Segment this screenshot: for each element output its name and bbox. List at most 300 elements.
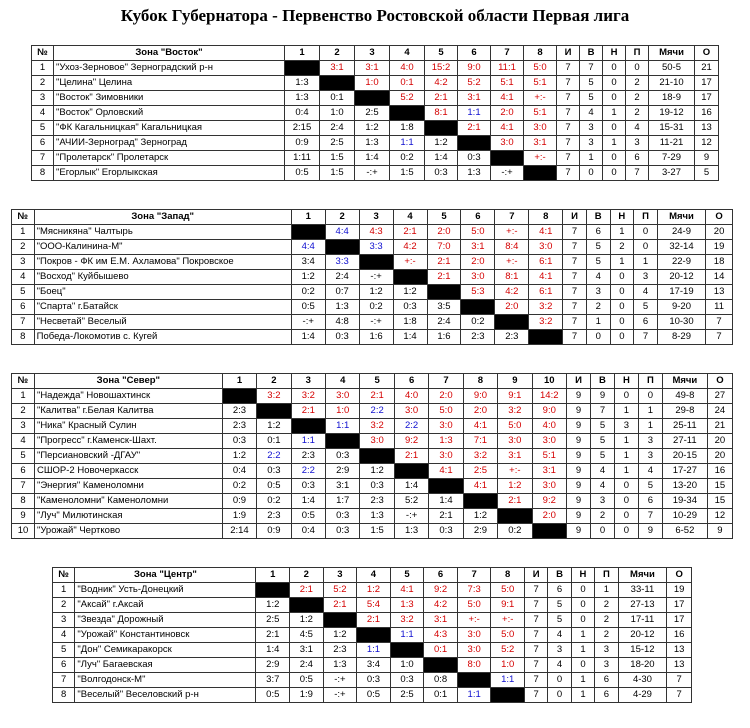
stat-cell: 9: [590, 389, 614, 404]
column-header: 6: [461, 210, 495, 225]
team-name: Победа-Локомотив с. Кугей: [34, 330, 291, 345]
stat-cell: 20: [707, 434, 732, 449]
stat-cell: 9: [707, 524, 732, 539]
match-score: 0:5: [291, 509, 325, 524]
match-score: 2:1: [458, 121, 491, 136]
table-row: [12, 330, 733, 345]
table-row: [53, 628, 692, 643]
column-header: П: [634, 210, 658, 225]
match-score: 2:5: [390, 688, 424, 703]
team-name: "Надежда" Новошахтинск: [34, 389, 222, 404]
match-score: 4:0: [532, 419, 566, 434]
match-score: 3:1: [461, 240, 495, 255]
header-row: [53, 568, 692, 583]
team-name: "Восход" Куйбышево: [34, 270, 291, 285]
column-header: Мячи: [662, 374, 707, 389]
match-score: 2:3: [291, 449, 325, 464]
stat-cell: 1: [603, 136, 626, 151]
rank-cell: 3: [32, 91, 54, 106]
match-score: 1:2: [359, 285, 393, 300]
zone-vostok-table: [31, 45, 719, 181]
rank-cell: 1: [12, 225, 35, 240]
match-score: 5:1: [524, 76, 557, 91]
stat-cell: 7: [563, 270, 587, 285]
stat-cell: 7: [580, 61, 603, 76]
self-match-cell: [532, 524, 566, 539]
match-score: 5:2: [394, 494, 428, 509]
match-score: 5:0: [491, 628, 525, 643]
table-row: [32, 121, 719, 136]
match-score: 6:1: [529, 285, 563, 300]
stat-cell: 3: [580, 121, 603, 136]
match-score: +:-: [495, 225, 529, 240]
match-score: 1:1: [458, 106, 491, 121]
match-score: 0:3: [429, 524, 463, 539]
rank-cell: 1: [32, 61, 54, 76]
stat-cell: 7: [638, 509, 662, 524]
stat-cell: 3: [595, 643, 618, 658]
stat-cell: 0: [614, 524, 638, 539]
team-name: "Персиановский -ДГАУ": [34, 449, 222, 464]
match-score: +:-: [524, 91, 557, 106]
column-header: 7: [491, 46, 524, 61]
stat-cell: 3-27: [649, 166, 695, 181]
stat-cell: 2: [626, 106, 649, 121]
stat-cell: 9: [566, 419, 590, 434]
column-header: 10: [532, 374, 566, 389]
zone-centr-table: [52, 567, 692, 703]
stat-cell: 0: [626, 61, 649, 76]
match-score: -:+: [491, 166, 524, 181]
match-score: 0:4: [285, 106, 320, 121]
match-score: 0:3: [326, 449, 360, 464]
team-name: "Егорлык" Егорлыкская: [54, 166, 285, 181]
table-row: [32, 106, 719, 121]
match-score: 6:1: [529, 255, 563, 270]
match-score: 5:0: [491, 583, 525, 598]
match-score: 2:1: [357, 613, 391, 628]
column-header: 1: [256, 568, 290, 583]
match-score: 3:0: [532, 479, 566, 494]
self-match-cell: [360, 449, 394, 464]
match-score: 2:3: [222, 419, 256, 434]
stat-cell: 33-11: [618, 583, 667, 598]
stat-cell: 8-29: [657, 330, 705, 345]
match-score: 1:0: [320, 106, 355, 121]
match-score: 1:2: [291, 270, 325, 285]
match-score: 1:2: [498, 479, 532, 494]
stat-cell: 7: [563, 240, 587, 255]
match-score: 8:1: [425, 106, 458, 121]
stat-cell: 19-34: [662, 494, 707, 509]
self-match-cell: [529, 330, 563, 345]
stat-cell: 7: [557, 166, 580, 181]
match-score: 2:4: [427, 315, 461, 330]
match-score: 3:2: [360, 419, 394, 434]
self-match-cell: [524, 166, 557, 181]
stat-cell: 4-29: [618, 688, 667, 703]
stat-cell: 1: [571, 628, 594, 643]
self-match-cell: [429, 479, 463, 494]
page-title: Кубок Губернатора - Первенство Ростовской области Первая лига: [120, 6, 630, 25]
column-header: 3: [291, 374, 325, 389]
stat-cell: 7: [524, 688, 547, 703]
table-row: [12, 240, 733, 255]
column-header: В: [580, 46, 603, 61]
match-score: 0:9: [222, 494, 256, 509]
match-score: 0:1: [424, 643, 458, 658]
stat-cell: 0: [548, 688, 571, 703]
stat-cell: 9: [638, 524, 662, 539]
match-score: 2:1: [394, 449, 428, 464]
match-score: 1:2: [355, 121, 390, 136]
match-score: 8:4: [495, 240, 529, 255]
match-score: 2:2: [360, 404, 394, 419]
stat-cell: 7: [634, 330, 658, 345]
team-name: "Восток" Зимовники: [54, 91, 285, 106]
match-score: 1:3: [325, 300, 359, 315]
match-score: 3:1: [290, 643, 324, 658]
match-score: 9:0: [532, 404, 566, 419]
team-name: "Целина" Целина: [54, 76, 285, 91]
match-score: 5:0: [457, 598, 491, 613]
stat-cell: 0: [590, 524, 614, 539]
match-score: 2:1: [323, 598, 357, 613]
match-score: 3:0: [394, 404, 428, 419]
match-score: 0:3: [360, 479, 394, 494]
table-row: [32, 76, 719, 91]
table-row: [53, 673, 692, 688]
stat-cell: 5: [634, 300, 658, 315]
match-score: 1:2: [256, 598, 290, 613]
match-score: 5:1: [532, 449, 566, 464]
column-header: В: [586, 210, 610, 225]
table-row: [32, 136, 719, 151]
stat-cell: 0: [610, 330, 634, 345]
rank-cell: 6: [12, 464, 35, 479]
column-header: 4: [390, 46, 425, 61]
column-header: П: [638, 374, 662, 389]
match-score: 0:5: [357, 688, 391, 703]
header-row: [12, 210, 733, 225]
stat-cell: 27: [707, 389, 732, 404]
stat-cell: 1: [614, 434, 638, 449]
table-row: [12, 524, 733, 539]
match-score: 1:11: [285, 151, 320, 166]
stat-cell: 0: [614, 509, 638, 524]
match-score: +:-: [457, 613, 491, 628]
match-score: +:-: [524, 151, 557, 166]
stat-cell: 1: [638, 419, 662, 434]
zone-title: Зона "Запад": [34, 210, 291, 225]
table-row: [53, 688, 692, 703]
stat-cell: 14: [706, 270, 733, 285]
rank-cell: 2: [53, 598, 75, 613]
column-header: 7: [457, 568, 491, 583]
team-name: "Несветай" Веселый: [34, 315, 291, 330]
match-score: 0:1: [320, 91, 355, 106]
team-name: "Аксай" г.Аксай: [75, 598, 256, 613]
self-match-cell: [355, 91, 390, 106]
stat-cell: 7: [524, 613, 547, 628]
match-score: 3:5: [427, 300, 461, 315]
stat-cell: 9: [566, 464, 590, 479]
match-score: 2:3: [461, 330, 495, 345]
rank-cell: 6: [32, 136, 54, 151]
header-row: [32, 46, 719, 61]
stat-cell: 13: [667, 658, 692, 673]
stat-cell: 9: [566, 404, 590, 419]
rank-cell: 3: [12, 419, 35, 434]
stat-cell: 20-12: [618, 628, 667, 643]
column-header: 8: [524, 46, 557, 61]
match-score: 1:0: [491, 658, 525, 673]
match-score: 5:0: [498, 419, 532, 434]
self-match-cell: [257, 404, 291, 419]
stat-cell: 7: [557, 61, 580, 76]
stat-cell: 9: [566, 389, 590, 404]
stat-cell: 24: [707, 404, 732, 419]
stat-cell: 0: [614, 479, 638, 494]
match-score: 9:2: [424, 583, 458, 598]
match-score: 3:1: [320, 61, 355, 76]
self-match-cell: [390, 106, 425, 121]
match-score: 5:2: [390, 91, 425, 106]
stat-cell: 15: [707, 494, 732, 509]
rank-cell: 5: [53, 643, 75, 658]
match-score: 1:2: [323, 628, 357, 643]
rank-cell: 9: [12, 509, 35, 524]
stat-cell: 29-8: [662, 404, 707, 419]
match-score: 2:0: [491, 106, 524, 121]
match-score: 1:4: [291, 494, 325, 509]
match-score: 2:1: [393, 225, 427, 240]
match-score: 2:14: [222, 524, 256, 539]
team-name: "Мясникяна" Чалтырь: [34, 225, 291, 240]
match-score: 1:7: [326, 494, 360, 509]
match-score: 2:4: [320, 121, 355, 136]
stat-cell: 9: [566, 494, 590, 509]
match-score: 4:8: [325, 315, 359, 330]
match-score: 1:1: [390, 136, 425, 151]
match-score: 4:1: [390, 583, 424, 598]
match-score: 3:0: [529, 240, 563, 255]
column-header: Мячи: [649, 46, 695, 61]
stat-cell: 2: [595, 598, 618, 613]
match-score: 2:0: [495, 300, 529, 315]
stat-cell: 5: [580, 76, 603, 91]
rank-cell: 6: [53, 658, 75, 673]
match-score: 3:0: [532, 434, 566, 449]
stat-cell: 9: [695, 151, 719, 166]
match-score: 3:0: [429, 449, 463, 464]
match-score: 1:1: [390, 628, 424, 643]
stat-cell: 5: [548, 613, 571, 628]
zone-title: Зона "Восток": [54, 46, 285, 61]
stat-cell: 7: [706, 315, 733, 330]
match-score: 3:2: [529, 300, 563, 315]
table-row: [12, 315, 733, 330]
team-name: "АЧИИ-Зерноград" Зерноград: [54, 136, 285, 151]
self-match-cell: [323, 613, 357, 628]
match-score: 9:0: [458, 61, 491, 76]
match-score: 8:0: [457, 658, 491, 673]
stat-cell: 7: [563, 285, 587, 300]
stat-cell: 6: [586, 225, 610, 240]
match-score: 1:2: [222, 449, 256, 464]
stat-cell: 1: [634, 255, 658, 270]
table-row: [12, 270, 733, 285]
team-name: "Боец": [34, 285, 291, 300]
column-header: В: [548, 568, 571, 583]
self-match-cell: [463, 494, 497, 509]
match-score: 1:4: [429, 494, 463, 509]
stat-cell: 7: [667, 673, 692, 688]
column-header: О: [707, 374, 732, 389]
match-score: 4:1: [429, 464, 463, 479]
match-score: 3:1: [498, 449, 532, 464]
self-match-cell: [359, 255, 393, 270]
rank-cell: 7: [53, 673, 75, 688]
stat-cell: 18: [706, 255, 733, 270]
stat-cell: 50-5: [649, 61, 695, 76]
column-header: И: [524, 568, 547, 583]
team-name: "Урожай" Константиновск: [75, 628, 256, 643]
team-name: "Звезда" Дорожный: [75, 613, 256, 628]
stat-cell: 0: [610, 270, 634, 285]
match-score: 2:2: [257, 449, 291, 464]
rank-cell: 5: [12, 285, 35, 300]
stat-cell: 0: [603, 121, 626, 136]
team-name: "Калитва" г.Белая Калитва: [34, 404, 222, 419]
self-match-cell: [491, 688, 525, 703]
match-score: 4:1: [463, 479, 497, 494]
match-score: 3:0: [461, 270, 495, 285]
rank-cell: 4: [12, 434, 35, 449]
stat-cell: 7: [590, 404, 614, 419]
stat-cell: 17-19: [657, 285, 705, 300]
column-header: 4: [393, 210, 427, 225]
stat-cell: 7: [557, 91, 580, 106]
column-header: 2: [325, 210, 359, 225]
column-header: И: [566, 374, 590, 389]
match-score: 0:3: [326, 524, 360, 539]
stat-cell: 16: [707, 464, 732, 479]
self-match-cell: [290, 598, 324, 613]
table-row: [12, 494, 733, 509]
match-score: 4:4: [291, 240, 325, 255]
match-score: 1:3: [429, 434, 463, 449]
match-score: -:+: [355, 166, 390, 181]
stat-cell: 9: [566, 449, 590, 464]
self-match-cell: [390, 643, 424, 658]
column-header: 9: [498, 374, 532, 389]
self-match-cell: [320, 76, 355, 91]
stat-cell: 1: [614, 449, 638, 464]
match-score: 5:0: [429, 404, 463, 419]
stat-cell: 0: [580, 166, 603, 181]
stat-cell: 13: [706, 285, 733, 300]
match-score: -:+: [323, 673, 357, 688]
stat-cell: 4: [548, 658, 571, 673]
match-score: 7:1: [463, 434, 497, 449]
match-score: 1:3: [394, 524, 428, 539]
match-score: 5:2: [491, 643, 525, 658]
match-score: 0:3: [425, 166, 458, 181]
stat-cell: 7: [557, 151, 580, 166]
match-score: 1:4: [256, 643, 290, 658]
match-score: 3:2: [463, 449, 497, 464]
match-score: 1:6: [427, 330, 461, 345]
table-row: [12, 285, 733, 300]
match-score: 0:1: [390, 76, 425, 91]
match-score: 0:5: [256, 688, 290, 703]
stat-cell: 32-14: [657, 240, 705, 255]
stat-cell: 18-20: [618, 658, 667, 673]
stat-cell: 2: [626, 91, 649, 106]
rank-cell: 10: [12, 524, 35, 539]
match-score: 3:3: [359, 240, 393, 255]
stat-cell: 19: [706, 240, 733, 255]
stat-cell: 15: [707, 479, 732, 494]
column-header: 2: [320, 46, 355, 61]
match-score: 1:3: [390, 598, 424, 613]
match-score: 0:5: [290, 673, 324, 688]
match-score: 9:1: [491, 598, 525, 613]
match-score: 2:0: [532, 509, 566, 524]
match-score: 0:3: [291, 479, 325, 494]
stat-cell: 0: [603, 166, 626, 181]
stat-cell: 1: [614, 404, 638, 419]
column-header: П: [595, 568, 618, 583]
match-score: 0:2: [359, 300, 393, 315]
match-score: 1:2: [290, 613, 324, 628]
column-header: В: [590, 374, 614, 389]
column-header: 5: [390, 568, 424, 583]
stat-cell: 1: [571, 643, 594, 658]
stat-cell: 7: [563, 225, 587, 240]
stat-cell: 0: [610, 300, 634, 315]
stat-cell: 4: [626, 121, 649, 136]
stat-cell: 2: [610, 240, 634, 255]
match-score: 4:2: [393, 240, 427, 255]
stat-cell: 5: [580, 91, 603, 106]
stat-cell: 9: [566, 509, 590, 524]
match-score: 3:2: [291, 389, 325, 404]
rank-cell: 6: [12, 300, 35, 315]
stat-cell: 2: [626, 76, 649, 91]
match-score: 3:0: [326, 389, 360, 404]
match-score: 0:2: [222, 479, 256, 494]
self-match-cell: [498, 509, 532, 524]
match-score: 1:9: [222, 509, 256, 524]
table-row: [12, 434, 733, 449]
stat-cell: 5: [590, 419, 614, 434]
table-row: [12, 449, 733, 464]
team-name: "Восток" Орловский: [54, 106, 285, 121]
stat-cell: 0: [571, 658, 594, 673]
column-header: 5: [425, 46, 458, 61]
column-header: 5: [360, 374, 394, 389]
match-score: 3:1: [326, 479, 360, 494]
team-name: "Дон" Семикаракорск: [75, 643, 256, 658]
self-match-cell: [291, 419, 325, 434]
match-score: 0:4: [291, 524, 325, 539]
match-score: 4:1: [529, 270, 563, 285]
self-match-cell: [222, 389, 256, 404]
match-score: 2:0: [427, 225, 461, 240]
table-row: [12, 479, 733, 494]
